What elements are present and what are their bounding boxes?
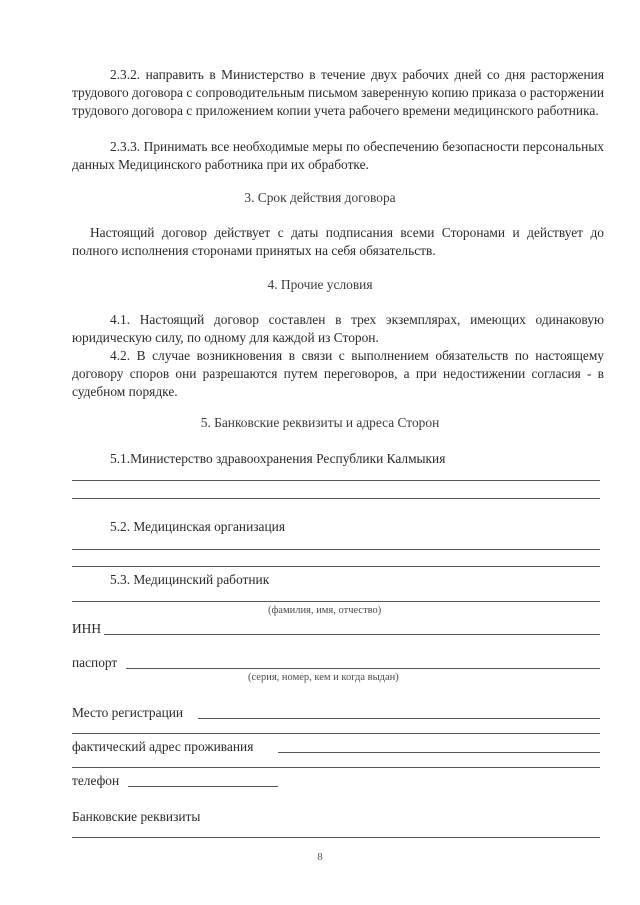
bank-details-label: Банковские реквизиты bbox=[72, 809, 201, 824]
worker-name-line bbox=[72, 601, 600, 602]
registration-line-2 bbox=[72, 733, 600, 734]
inn-label: ИНН bbox=[72, 621, 102, 636]
registration-label: Место регистрации bbox=[72, 705, 184, 720]
phone-label: телефон bbox=[72, 773, 120, 788]
section-3-title: 3. Срок действия договора bbox=[244, 190, 396, 205]
clause-4-2: 4.2. В случае возникновения в связи с выполнением обязательств по настоящему договору споров они разрешаются путем переговоров, а при недостижении согласия - в судебном порядке. bbox=[72, 348, 604, 399]
address-label: фактический адрес проживания bbox=[72, 739, 254, 754]
address-line-2 bbox=[72, 767, 600, 768]
worker-label: 5.3. Медицинский работник bbox=[110, 572, 270, 587]
ministry-label: 5.1.Министерство здравоохранения Республики Калмыкия bbox=[110, 451, 446, 466]
clause-4-1: 4.1. Настоящий договор составлен в трех экземплярах, имеющих одинаковую юридическую силу, по одному для каждой из Сторон. bbox=[72, 312, 604, 345]
passport-label: паспорт bbox=[72, 655, 118, 670]
passport-caption: (серия, номер, кем и когда выдан) bbox=[248, 672, 399, 683]
name-caption: (фамилия, имя, отчество) bbox=[268, 605, 382, 616]
passport-line bbox=[126, 668, 600, 669]
ministry-line-1 bbox=[72, 480, 600, 481]
address-line bbox=[278, 752, 600, 753]
organization-line-1 bbox=[72, 549, 600, 550]
bank-details-line bbox=[72, 837, 600, 838]
inn-line bbox=[104, 634, 600, 635]
page-number: 8 bbox=[317, 851, 323, 863]
ministry-line-2 bbox=[72, 498, 600, 499]
clause-2-3-3: 2.3.3. Принимать все необходимые меры по обеспечению безопасности персональных данных Медицинского работника при их обработке. bbox=[72, 139, 604, 172]
section-5-title: 5. Банковские реквизиты и адреса Сторон bbox=[200, 415, 440, 430]
clause-2-3-2: 2.3.2. направить в Министерство в течение двух рабочих дней со дня расторжения трудового договора с сопроводительным письмом заверенную копию приказа о расторжении трудового договора с приложением копии учета рабочего времени медицинского работника. bbox=[72, 67, 604, 118]
phone-line bbox=[128, 786, 278, 787]
organization-label: 5.2. Медицинская организация bbox=[110, 519, 285, 534]
registration-line bbox=[198, 718, 600, 719]
organization-line-2 bbox=[72, 566, 600, 567]
section-3-text: Настоящий договор действует с даты подписания всеми Сторонами и действует до полного исполнения сторонами принятых на себя обязательств. bbox=[72, 225, 604, 258]
section-4-title: 4. Прочие условия bbox=[267, 277, 373, 292]
